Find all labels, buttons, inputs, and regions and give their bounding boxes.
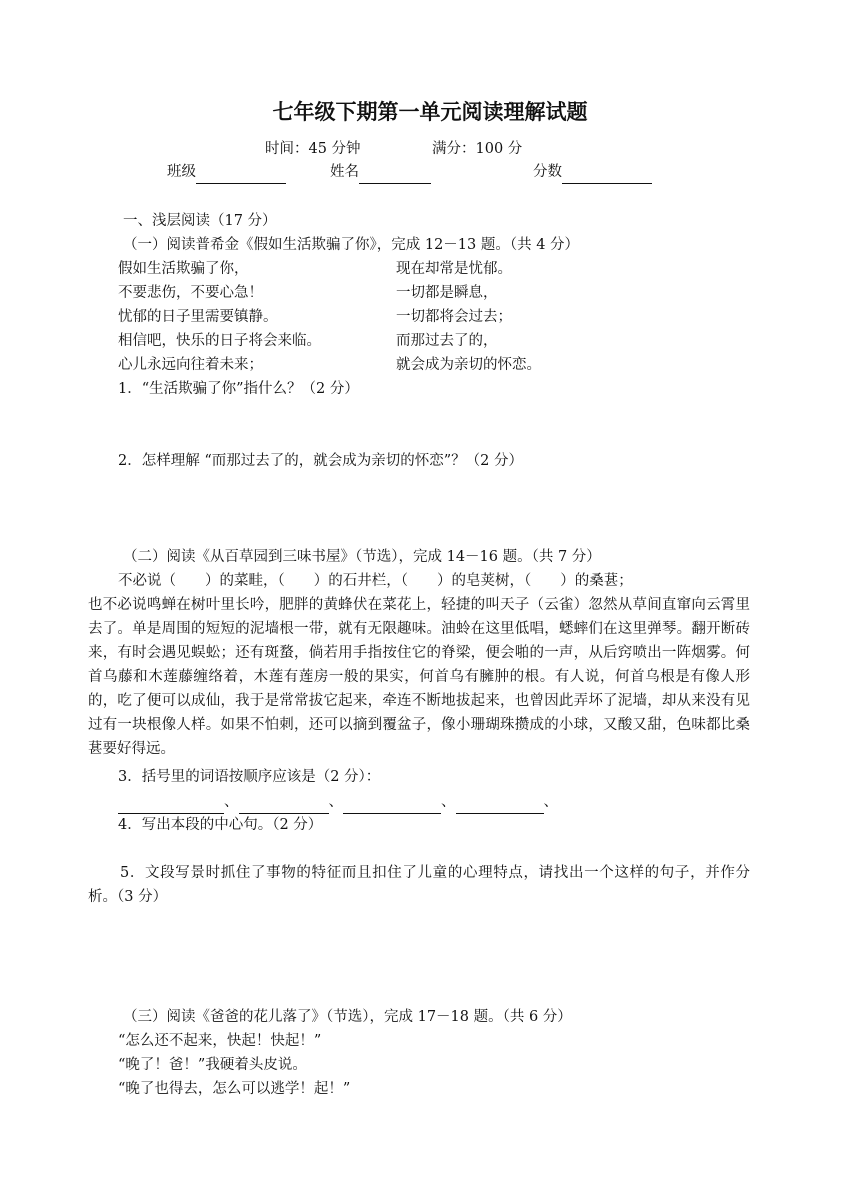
poem-line: 相信吧，快乐的日子将会来临。 (118, 333, 321, 349)
question-4: 4．写出本段的中心句。（2 分） (118, 817, 323, 833)
score-field (533, 160, 652, 184)
exam-time: 时间：45 分钟 (265, 141, 361, 157)
dialogue-line: “晚了！爸！”我硬着头皮说。 (118, 1057, 307, 1073)
part3-heading: （三）阅读《爸爸的花儿落了》（节选），完成 17－18 题。（共 6 分） (123, 1009, 572, 1025)
name-blank[interactable] (359, 166, 431, 184)
blank-separator: 、 (441, 794, 456, 810)
class-field (167, 160, 286, 184)
name-field (330, 160, 431, 184)
blank-separator: 、 (224, 794, 239, 810)
poem-line: 一切都是瞬息， (396, 285, 498, 301)
poem-line: 一切都将会过去； (396, 309, 512, 325)
poem-line: 不要悲伤，不要心急！ (118, 285, 263, 301)
score-label: 分数 (533, 164, 562, 180)
part1-heading: （一）阅读普希金《假如生活欺骗了你》，完成 12－13 题。（共 4 分） (123, 237, 580, 253)
class-label: 班级 (167, 164, 196, 180)
poem-line: 就会成为亲切的怀恋。 (396, 357, 541, 373)
dialogue-line: “晚了也得去，怎么可以逃学！起！” (118, 1081, 351, 1097)
poem-line: 心儿永远向往着未来； (118, 357, 263, 373)
answer-blanks (118, 790, 558, 814)
section-heading: 一、浅层阅读（17 分） (123, 213, 277, 229)
part2-heading: （二）阅读《从百草园到三味书屋》（节选），完成 14－16 题。（共 7 分） (123, 549, 601, 565)
passage-text: 也不必说鸣蝉在树叶里长吟，肥胖的黄蜂伏在菜花上，轻捷的叫天子（云雀）忽然从草间直窜向云霄里去了。单是周围的短短的泥墙根一带，就有无限趣味。油蛉在这里低唱，蟋蟀们在这里弹琴。翻开断砖来，有时会遇见蜈蚣；还有斑蝥，倘若用手指按住它的脊梁，便会啪的一声，从后窍喷出一阵烟雾。何首乌藤和木莲藤缠络着，木莲有莲房一般的果实，何首乌有臃肿的根。有人说，何首乌根是有像人形的，吃了便可以成仙，我于是常常拔它起来，牵连不断地拔起来，也曾因此弄坏了泥墙，却从来没有见过有一块根像人样。如果不怕刺，还可以摘到覆盆子，像小珊瑚珠攒成的小球，又酸又甜，色味都比桑葚要好得远。 (88, 597, 750, 757)
question-3: 3．括号里的词语按顺序应该是（2 分）： (118, 769, 381, 785)
blank-separator: 、 (328, 794, 343, 810)
score-blank[interactable] (562, 166, 652, 184)
blank-separator: 、 (543, 794, 558, 810)
question-2: 2．怎样理解 “而那过去了的，就会成为亲切的怀恋”？（2 分） (118, 453, 523, 469)
answer-blank[interactable] (118, 797, 224, 814)
question-1: 1．“生活欺骗了你”指什么？（2 分） (118, 381, 359, 397)
answer-blank[interactable] (343, 797, 441, 814)
dialogue-line: “怎么还不起来，快起！快起！” (118, 1033, 322, 1049)
answer-blank[interactable] (239, 797, 329, 814)
poem-line: 而那过去了的， (396, 333, 498, 349)
poem-line: 假如生活欺骗了你， (118, 261, 249, 277)
poem-line: 忧郁的日子里需要镇静。 (118, 309, 278, 325)
answer-blank[interactable] (456, 797, 544, 814)
name-label: 姓名 (330, 164, 359, 180)
exam-full-score: 满分：100 分 (432, 141, 523, 157)
question-5: 5．文段写景时抓住了事物的特征而且扣住了儿童的心理特点，请找出一个这样的句子，并作分析。（3 分） (88, 865, 750, 905)
class-blank[interactable] (196, 166, 286, 184)
page-title: 七年级下期第一单元阅读理解试题 (272, 100, 588, 124)
passage-first-line: 不必说（ ）的菜畦，（ ）的石井栏，（ ）的皂荚树，（ ）的桑葚； (118, 573, 633, 589)
poem-line: 现在却常是忧郁。 (396, 261, 512, 277)
